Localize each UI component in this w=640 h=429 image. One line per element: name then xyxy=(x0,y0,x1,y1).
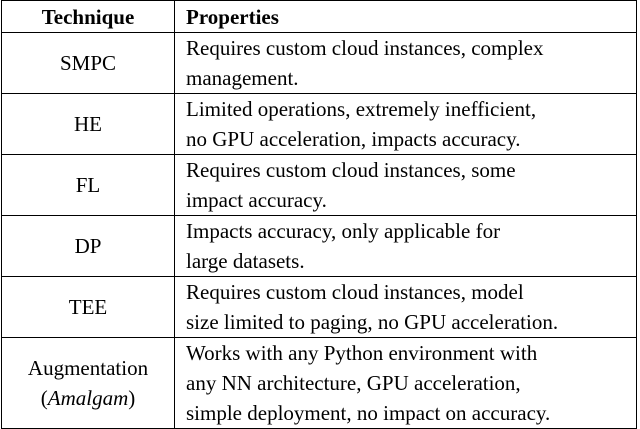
properties-line: simple deployment, no impact on accuracy. xyxy=(186,401,551,425)
technique-cell: HE xyxy=(2,94,175,155)
properties-line: size limited to paging, no GPU acceleration. xyxy=(186,310,559,334)
table-row xyxy=(2,94,637,155)
properties-line: large datasets. xyxy=(186,249,305,273)
properties-line: Requires custom cloud instances, complex xyxy=(186,36,544,60)
properties-line: Impacts accuracy, only applicable for xyxy=(186,219,501,243)
table-row xyxy=(2,155,637,216)
table-row xyxy=(2,33,637,94)
technique-subname-text: Amalgam xyxy=(47,386,129,410)
properties-cell xyxy=(175,33,637,94)
properties-line: no GPU acceleration, impacts accuracy. xyxy=(186,127,521,151)
technique-cell: SMPC xyxy=(2,33,175,94)
technique-cell: FL xyxy=(2,155,175,216)
properties-line: Requires custom cloud instances, model xyxy=(186,280,524,304)
header-row xyxy=(2,1,637,33)
properties-cell xyxy=(175,216,637,277)
technique-cell: TEE xyxy=(2,277,175,338)
comparison-table xyxy=(1,0,637,429)
properties-cell xyxy=(175,277,637,338)
technique-cell xyxy=(2,338,175,429)
properties-cell xyxy=(175,338,637,429)
header-properties: Properties xyxy=(175,1,637,33)
properties-line: any NN architecture, GPU acceleration, xyxy=(186,371,521,395)
table-row xyxy=(2,216,637,277)
header-technique: Technique xyxy=(2,1,175,33)
properties-line: Limited operations, extremely inefficient, xyxy=(186,97,537,121)
technique-cell: DP xyxy=(2,216,175,277)
properties-line: impact accuracy. xyxy=(186,188,327,212)
table-row xyxy=(2,277,637,338)
properties-line: Works with any Python environment with xyxy=(186,341,538,365)
properties-cell xyxy=(175,94,637,155)
properties-cell xyxy=(175,155,637,216)
technique-subname: (Amalgam) xyxy=(40,386,136,410)
technique-name: Augmentation xyxy=(27,356,149,380)
properties-line: Requires custom cloud instances, some xyxy=(186,158,516,182)
properties-line: management. xyxy=(186,66,299,90)
table-row xyxy=(2,338,637,429)
